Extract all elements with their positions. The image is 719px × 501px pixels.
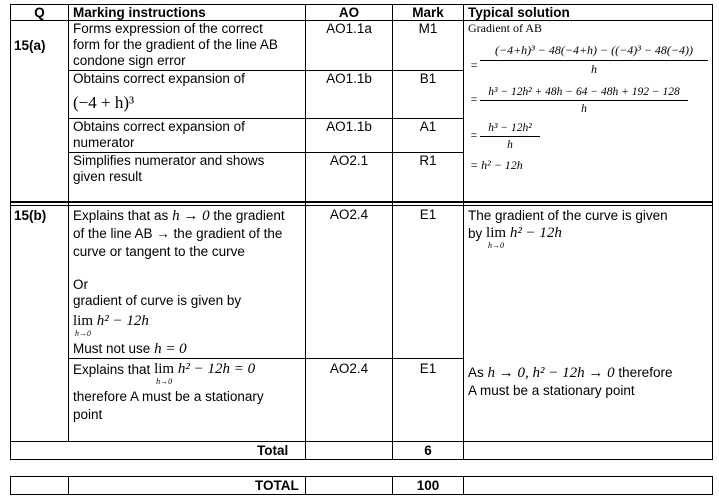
instruction-a1: Obtains correct expansion of numerator xyxy=(73,119,245,150)
mark-a1: A1 xyxy=(419,119,437,134)
header-ao: AO xyxy=(338,5,360,20)
header-mark: Mark xyxy=(412,5,444,20)
mark-r1: R1 xyxy=(419,153,437,168)
solution-heading: Gradient of AB xyxy=(468,21,542,35)
header-marking: Marking instructions xyxy=(73,5,206,20)
solution-step4: = h² − 12h xyxy=(470,158,523,172)
instruction-r1: Simplifies numerator and shows given result xyxy=(73,153,265,184)
instruction-b1: Obtains correct expansion of (−4 + h)³ xyxy=(73,71,245,112)
instruction-e1-a: Explains that as h → 0 the gradient of the line AB → the gradient of the curve or tangent to the curve xyxy=(73,208,285,259)
instruction-e1-alt: Or gradient of curve is given by xyxy=(73,277,242,308)
instruction-m1: Forms expression of the correct form for the gradient of the line AB condone sign error xyxy=(73,21,278,68)
ao-b1: AO1.1b xyxy=(326,71,372,86)
question-label-15b: 15(b) xyxy=(14,208,47,223)
header-q: Q xyxy=(34,5,45,20)
mark-e1-b: E1 xyxy=(419,361,437,376)
grand-total-value: 100 xyxy=(416,478,440,493)
ao-m1: AO1.1a xyxy=(326,21,372,36)
instruction-e1-b: Explains that lim h→0 h² − 12h = 0 therefore A must be a stationary point xyxy=(73,361,264,422)
ao-a1: AO1.1b xyxy=(326,119,372,134)
instruction-e1-lim: lim h→0 h² − 12h xyxy=(73,313,149,338)
instruction-e1-must: Must not use h = 0 xyxy=(73,341,187,357)
header-solution: Typical solution xyxy=(468,5,570,20)
question-label-15a: 15(a) xyxy=(14,38,46,53)
ao-r1: AO2.1 xyxy=(329,153,369,168)
solution-e1-b: As h → 0, h² − 12h → 0 therefore A must be a stationary point xyxy=(468,365,673,398)
total-value: 6 xyxy=(424,443,432,458)
solution-e1-a: The gradient of the curve is given by lim h→0 h² − 12h xyxy=(468,208,668,250)
ao-e1-a: AO2.4 xyxy=(329,207,369,222)
ao-e1-b: AO2.4 xyxy=(329,361,369,376)
total-label: Total xyxy=(257,443,289,458)
mark-m1: M1 xyxy=(418,21,438,36)
grand-total-label: TOTAL xyxy=(255,478,299,493)
mark-e1-a: E1 xyxy=(419,207,437,222)
mark-b1: B1 xyxy=(419,71,437,86)
